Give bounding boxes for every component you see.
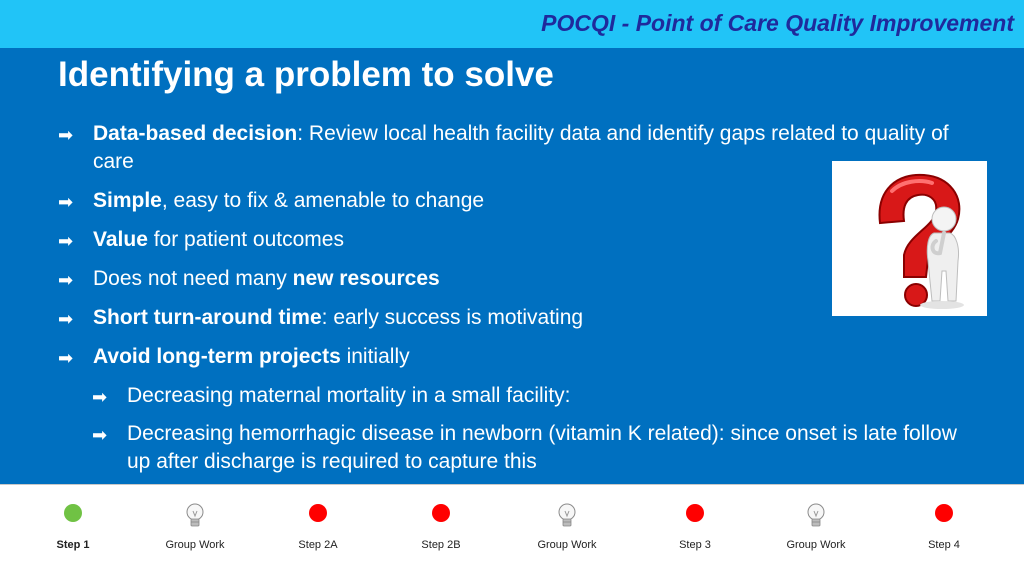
arrow-bullet-icon: ➡ <box>58 231 74 251</box>
step-label: Step 1 <box>56 539 90 551</box>
bullet-text: : Review local health facility data and identify gaps related to quality of care <box>93 122 949 173</box>
arrow-bullet-icon: ➡ <box>58 125 74 145</box>
step-item[interactable] <box>640 485 750 577</box>
status-dot-icon <box>686 504 704 522</box>
step-item[interactable] <box>263 485 373 577</box>
arrow-bullet-icon: ➡ <box>58 270 74 290</box>
step-item[interactable] <box>140 485 250 577</box>
sub-bullet-item <box>92 420 968 476</box>
arrow-bullet-icon: ➡ <box>92 387 108 407</box>
bullet-bold: Data-based decision <box>93 122 298 145</box>
step-label: Group Work <box>537 539 597 551</box>
step-item[interactable] <box>761 485 871 577</box>
status-dot-icon <box>64 504 82 522</box>
lightbulb-icon <box>803 501 829 531</box>
bullet-bold: Simple <box>93 189 162 212</box>
lightbulb-icon <box>554 501 580 531</box>
bullet-bold: new resources <box>292 267 440 290</box>
bullet-text: , easy to fix & amenable to change <box>161 189 485 212</box>
step-label: Step 2B <box>421 539 461 551</box>
bullet-text: : early success is motivating <box>321 306 584 329</box>
brand-title: POCQI - Point of Care Quality Improvement <box>541 10 1014 36</box>
step-item[interactable] <box>512 485 622 577</box>
bullet-bold: Value <box>93 228 148 251</box>
step-navigation <box>0 484 1024 577</box>
step-label: Group Work <box>786 539 846 551</box>
step-label: Step 3 <box>679 539 711 551</box>
step-item[interactable] <box>889 485 999 577</box>
status-dot-icon <box>432 504 450 522</box>
step-item[interactable] <box>18 485 128 577</box>
sub-bullet-text: Decreasing maternal mortality in a small facility: <box>127 384 571 407</box>
sub-bullet-item <box>92 382 968 410</box>
slide-title: Identifying a problem to solve <box>58 55 554 94</box>
step-label: Step 4 <box>928 539 960 551</box>
arrow-bullet-icon: ➡ <box>58 309 74 329</box>
bullet-bold: Avoid long-term projects <box>93 345 341 368</box>
status-dot-icon <box>309 504 327 522</box>
step-label: Group Work <box>165 539 225 551</box>
arrow-bullet-icon: ➡ <box>58 192 74 212</box>
bullet-item <box>58 343 968 371</box>
lightbulb-icon <box>182 501 208 531</box>
bullet-text: for patient outcomes <box>147 228 344 251</box>
step-label: Step 2A <box>298 539 338 551</box>
arrow-bullet-icon: ➡ <box>92 425 108 445</box>
bullet-bold: Short turn-around time <box>93 306 322 329</box>
step-item[interactable] <box>386 485 496 577</box>
bullet-text: initially <box>340 345 410 368</box>
sub-bullet-text: Decreasing hemorrhagic disease in newborn (vitamin K related): since onset is late follow up after discharge is required to capture this <box>127 422 957 473</box>
header-bar <box>0 0 1024 48</box>
question-mark-person-icon <box>832 161 987 316</box>
status-dot-icon <box>935 504 953 522</box>
bullet-text: Does not need many <box>93 267 293 290</box>
arrow-bullet-icon: ➡ <box>58 348 74 368</box>
